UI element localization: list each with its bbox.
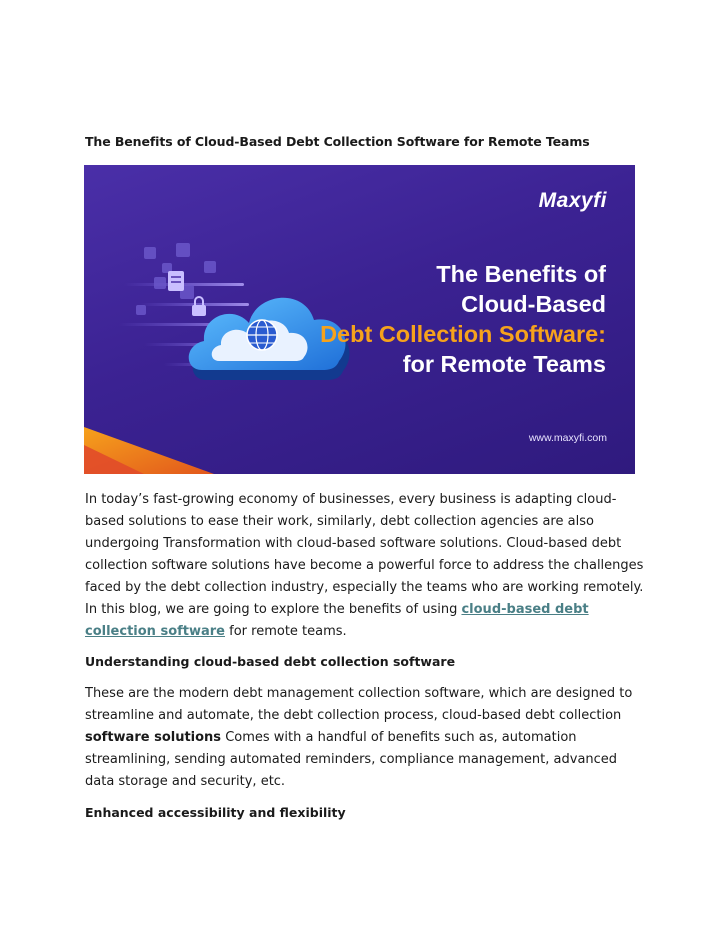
document-title: The Benefits of Cloud-Based Debt Collection Software for Remote Teams bbox=[85, 134, 590, 149]
intro-paragraph bbox=[85, 489, 645, 643]
headline-line-2: Cloud-Based bbox=[461, 291, 606, 317]
headline-line-4: for Remote Teams bbox=[402, 351, 606, 377]
headline-line-1: The Benefits of bbox=[436, 261, 606, 287]
lock-icon bbox=[192, 297, 206, 316]
network-globe-icon bbox=[247, 320, 277, 350]
software-link[interactable]: cloud-based debt collection software bbox=[85, 602, 589, 639]
banner-headline bbox=[320, 259, 606, 379]
headline-line-3: Debt Collection Software: bbox=[320, 321, 606, 347]
section-bold-text: software solutions bbox=[85, 730, 222, 745]
section-text-part2: Comes with a handful of benefits such as, automation streamlining, sending automated reminders, compliance management, advanced data storage and security, etc. bbox=[85, 730, 618, 789]
section-paragraph-understanding bbox=[85, 683, 645, 793]
hero-banner bbox=[84, 165, 635, 474]
brand-logo: Maxyfi bbox=[538, 189, 607, 212]
document-icon bbox=[168, 271, 184, 291]
section-heading-understanding: Understanding cloud-based debt collection software bbox=[85, 654, 456, 669]
section-text-part1: These are the modern debt management collection software, which are designed to streamline and automate, the debt collection process, cloud-based debt collection bbox=[85, 686, 633, 723]
banner-website: www.maxyfi.com bbox=[528, 432, 607, 444]
intro-text-part1: In today’s fast-growing economy of businesses, every business is adapting cloud-based solutions to ease their work, similarly, debt collection agencies are also undergoing Transformation with cloud-based software solutions. Cloud-based debt collection software solutions have become a powerful force to address the challenges faced by the debt collection industry, especially the teams who are working remotely. In this blog, we are going to explore the benefits of using bbox=[85, 492, 644, 617]
section-heading-accessibility: Enhanced accessibility and flexibility bbox=[85, 805, 346, 820]
intro-text-part2: for remote teams. bbox=[225, 624, 347, 639]
